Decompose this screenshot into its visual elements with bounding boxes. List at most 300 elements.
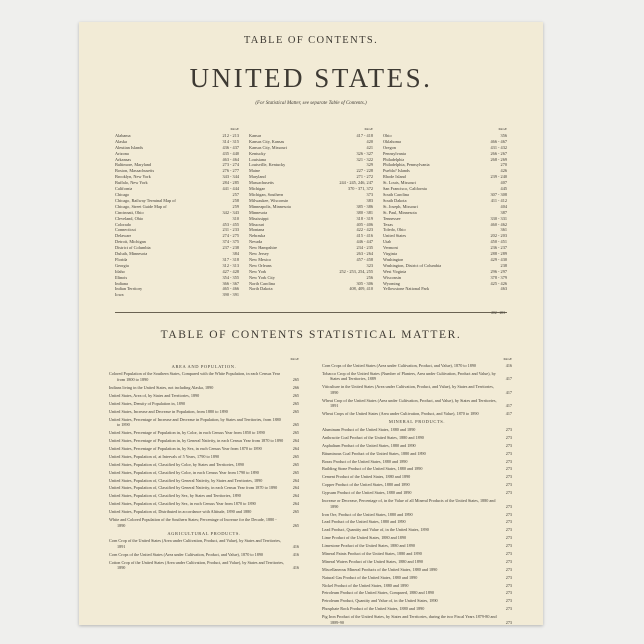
statistical-entry <box>322 371 512 382</box>
statistical-entry <box>322 427 512 433</box>
statistical-left-column <box>109 357 299 573</box>
entry-page: 417 <box>505 411 512 417</box>
statistical-right-column <box>322 357 512 625</box>
statistical-entry <box>322 435 512 441</box>
entry-name: Kansas <box>249 132 262 138</box>
page-marker: 202 - 203 <box>491 311 505 315</box>
entry-text: Bituminous Coal Product of the United States, 1880 and 1890 <box>322 450 426 456</box>
entry-page: 271 - 272 <box>356 174 373 180</box>
entry-page: 264 <box>292 438 299 444</box>
entry-page: 416 <box>292 543 299 549</box>
entry-page: 411 - 412 <box>490 197 507 203</box>
entry-name: Montana <box>249 227 265 233</box>
statistical-entry <box>109 517 299 528</box>
entry-page: 343 - 344 <box>222 174 239 180</box>
entry-name: Aleutian Islands <box>115 144 144 150</box>
entry-page: 361 <box>500 227 507 233</box>
entry-page: 453 - 455 <box>222 221 239 227</box>
entry-text: United States, Increase and Decrease in Population, from 1880 to 1890 <box>109 408 228 414</box>
statistical-entry <box>109 493 299 499</box>
entry-text: Phosphate Rock Product of the United States, 1880 and 1890 <box>322 606 425 612</box>
statistical-entry <box>322 598 512 604</box>
entry-page: 236 - 237 <box>490 245 507 251</box>
entry-page: 436 - 437 <box>222 144 239 150</box>
entry-page: 417 - 418 <box>356 132 373 138</box>
entry-page: 266 - 267 <box>490 150 507 156</box>
entry-page: 426 <box>500 168 507 174</box>
statistical-entry <box>322 590 512 596</box>
entry-text: Mineral Paints Product of the United States, 1880 and 1890 <box>322 551 422 557</box>
entry-text: Gypsum Product of the United States, 1880 and 1890 <box>322 490 412 496</box>
entry-name: Washington, District of Columbia <box>383 262 442 268</box>
entry-text: Iron Ore, Product of the United States, 1880 and 1890 <box>322 511 413 517</box>
entry-page: 276 - 277 <box>222 168 239 174</box>
entry-page: 265 <box>292 377 299 383</box>
index-list <box>383 133 507 292</box>
entry-page: 273 <box>505 511 512 517</box>
entry-text: Cotton Crop of the United States (Area under Cultivation, Product, and Value), by States and Territories, 1890 <box>109 559 285 571</box>
entry-page: 265 <box>292 522 299 528</box>
entry-page: 463 <box>500 286 507 292</box>
entry-name: Nevada <box>249 239 263 245</box>
statistical-entry <box>109 470 299 476</box>
statistical-entry <box>322 535 512 541</box>
entry-name: New Mexico <box>249 256 272 262</box>
entry-text: United States, Density of Population in, 1890 <box>109 400 186 406</box>
entry-name: Rhode Island <box>383 174 406 180</box>
entry-page: 227 - 228 <box>356 168 373 174</box>
entry-page: 273 <box>505 619 512 625</box>
entry-name: Connecticut <box>115 227 136 233</box>
statistical-entry <box>109 454 299 460</box>
entry-page: 273 <box>505 558 512 564</box>
entry-page: 421 <box>366 144 373 150</box>
entry-name: Detroit, Michigan <box>115 239 146 245</box>
entry-name: San Francisco, California <box>383 186 427 192</box>
entry-name: Mississippi <box>249 215 269 221</box>
entry-page: 264 <box>292 485 299 491</box>
entry-page: 429 - 430 <box>490 256 507 262</box>
entry-page: 312 - 313 <box>222 262 239 268</box>
entry-name: Oregon <box>383 144 396 150</box>
statistical-entry <box>109 485 299 491</box>
entry-name: Philadelphia <box>383 156 405 162</box>
entry-name: Alabama <box>115 132 131 138</box>
entry-text: United States, Area of, by States and Territories, 1890 <box>109 392 200 398</box>
entry-text: United States, Population of, Classified by Sex, in each Census Year from 1870 to 1890 <box>109 501 256 507</box>
entry-name: Milwaukee, Wisconsin <box>249 197 289 203</box>
entry-name: Philadelphia, Pennsylvania <box>383 162 430 168</box>
statistical-entry <box>109 446 299 452</box>
entry-name: Buffalo, New York <box>115 180 148 186</box>
entry-page: 266 <box>292 385 299 390</box>
page-column-heading: PAGE <box>503 357 512 361</box>
section-heading: AREA AND POPULATION. <box>171 363 237 369</box>
entry-page: 273 <box>505 527 512 533</box>
statistical-entry <box>322 519 512 525</box>
entry-name: New Hampshire <box>249 245 278 251</box>
entry-text: Building Stone Product of the United States, 1880 and 1890 <box>322 466 423 472</box>
entry-page: 466 - 467 <box>490 138 507 144</box>
entry-page: 330 - 331 <box>490 215 507 221</box>
entry-name: Vermont <box>383 245 398 251</box>
entry-name: Chicago, Railway Terminal Map of <box>115 197 176 203</box>
index-column-1 <box>115 127 239 298</box>
entry-text: White and Colored Population of the Southern States; Percentage of Increase for the Decade, 1880 - 1890 <box>109 516 277 528</box>
statistical-list <box>322 363 512 625</box>
entry-page: 256 <box>366 274 373 280</box>
entry-page: 237 - 238 <box>222 245 239 251</box>
entry-page: 273 <box>505 434 512 440</box>
entry-name: Brooklyn, New York <box>115 174 151 180</box>
entry-page: 231 - 233 <box>222 227 239 233</box>
toc-heading: TABLE OF CONTENTS. <box>243 35 379 46</box>
statistical-entry <box>322 490 512 496</box>
entry-page: 422 - 423 <box>356 227 373 233</box>
entry-page: 265 <box>292 453 299 459</box>
entry-page: 258 <box>232 197 239 203</box>
entry-page: 417 <box>505 376 512 382</box>
entry-name: Minnesota <box>249 209 268 215</box>
entry-page: 417 <box>505 403 512 409</box>
entry-name: New Jersey <box>249 251 269 257</box>
entry-page: 366 - 367 <box>222 280 239 286</box>
entry-text: United States, Population of, Classified by General Nativity, by States and Territories, 1890 <box>109 477 263 483</box>
entry-page: 265 <box>292 430 299 436</box>
entry-page: 441 - 444 <box>222 186 239 192</box>
entry-name: Utah <box>383 239 392 245</box>
entry-page: 265 <box>292 392 299 398</box>
entry-page: 264 <box>292 445 299 451</box>
entry-page: 257 <box>232 191 239 197</box>
entry-page: 416 <box>292 551 299 557</box>
entry-name: Pennsylvania <box>383 150 406 156</box>
entry-name: Chicago <box>115 191 130 197</box>
entry-name: Iowa <box>115 292 124 298</box>
entry-name: Idaho <box>115 268 125 274</box>
entry-name: Kansas City, Missouri <box>249 144 288 150</box>
entry-page: 383 <box>366 197 373 203</box>
entry-text: Natural Gas Product of the United States, 1880 and 1890 <box>322 574 418 580</box>
entry-page: 420 <box>366 138 373 144</box>
statistical-entry <box>322 527 512 533</box>
entry-page: 273 <box>505 503 512 509</box>
entry-name: Maine <box>249 168 260 174</box>
entry-page: 326 - 327 <box>356 150 373 156</box>
entry-page: 435 - 440 <box>222 150 239 156</box>
entry-page: 273 <box>505 543 512 549</box>
subtitle-note: (For Statistical Matter, see separate Table of Contents.) <box>255 101 367 106</box>
entry-name: Boston, Massachusetts <box>115 168 155 174</box>
statistical-entry <box>322 459 512 465</box>
entry-name: Kansas City, Kansas <box>249 138 285 144</box>
entry-name: Indian Territory <box>115 286 143 292</box>
entry-name: Illinois <box>115 274 128 280</box>
entry-page: 273 <box>505 566 512 572</box>
statistical-title: TABLE OF CONTENTS STATISTICAL MATTER. <box>160 329 462 341</box>
entry-text: Increase or Decrease, Percentage of, in the Value of all Mineral Products of the United States, 1880 and 1890 <box>322 497 496 509</box>
entry-page: 407 <box>500 180 507 186</box>
entry-name: Duluth, Minnesota <box>115 251 148 257</box>
entry-page: 385 - 386 <box>356 203 373 209</box>
statistical-entry <box>322 614 512 625</box>
entry-page: 265 <box>292 461 299 467</box>
entry-page: 265 <box>292 408 299 414</box>
entry-page: 273 <box>505 606 512 612</box>
entry-page: 305 - 306 <box>356 280 373 286</box>
divider-rule <box>115 312 507 313</box>
statistical-entry <box>322 474 512 480</box>
entry-page: 450 - 451 <box>490 239 507 245</box>
entry-name: Texas <box>383 221 393 227</box>
entry-text: Corn Crops of the United States (Area under Cultivation, Product, and Value), 1870 to 1890 <box>109 551 264 557</box>
entry-name: Minneapolis, Minnesota <box>249 203 291 209</box>
statistical-list <box>109 364 299 571</box>
entry-name: Ohio <box>383 132 392 138</box>
entry-page: 356 <box>500 132 507 138</box>
entry-page: 323 <box>366 262 373 268</box>
entry-page: 463 - 464 <box>222 156 239 162</box>
entry-page: 457 - 458 <box>356 256 373 262</box>
statistical-entry <box>109 438 299 444</box>
entry-text: Wheat Crop of the United States (Area under Cultivation, Product, and Value), by States and Territories, 1891 <box>322 397 497 409</box>
entry-text: Lead Product of the United States, 1880 and 1890 <box>322 519 406 525</box>
entry-page: 238 <box>500 262 507 268</box>
entry-page: 264 <box>292 477 299 483</box>
statistical-entry <box>322 551 512 557</box>
entry-text: Corn Crop of the United States (Area under Cultivation, Product, and Value), by States and Territories, 1891 <box>109 538 282 549</box>
entry-page: 263 - 264 <box>356 251 373 257</box>
entry-name: New Orleans <box>249 262 272 268</box>
entry-name: Nebraska <box>249 233 266 239</box>
entry-name: Louisiana <box>249 156 266 162</box>
entry-page: 374 - 375 <box>222 239 239 245</box>
statistical-entry <box>322 411 512 417</box>
entry-page: 307 - 308 <box>490 191 507 197</box>
entry-page: 252 - 253, 254, 255 <box>339 268 373 274</box>
entry-page: 264 <box>292 493 299 499</box>
entry-name: West Virginia <box>383 268 407 274</box>
entry-name: Colorado <box>115 221 131 227</box>
statistical-entry <box>322 498 512 509</box>
entry-name: Florida <box>115 256 128 262</box>
entry-text: United States, Percentage of Population in, by Color, in each Census Year from 1850 to 1890 <box>109 430 265 436</box>
entry-text: United States, Population of, Classified by Color, by States and Territories, 1890 <box>109 461 244 467</box>
entry-text: United States, Percentage of Increase and Decrease in Population, by States and Territories, from 1880 to 1890 <box>109 416 281 428</box>
statistical-entry <box>109 417 299 428</box>
entry-text: Aluminum Product of the United States, 1880 and 1890 <box>322 426 416 432</box>
entry-text: Asphaltum Product of the United States, 1880 and 1890 <box>322 442 416 448</box>
page-column-heading: PAGE <box>230 127 239 131</box>
statistical-entry <box>109 409 299 415</box>
statistical-entry <box>322 606 512 612</box>
entry-page: 431 - 432 <box>490 144 507 150</box>
entry-name: Delaware <box>115 233 132 239</box>
entry-name: Missouri <box>249 221 265 227</box>
entry-name: Cincinnati, Ohio <box>115 209 144 215</box>
page-column-heading: PAGE <box>290 357 299 361</box>
entry-text: Cement Product of the United States, 1880 and 1890 <box>322 474 411 480</box>
entry-page: 284 - 285 <box>222 180 239 186</box>
section-heading: MINERAL PRODUCTS. <box>388 419 446 425</box>
entry-name: Massachusetts <box>249 180 274 186</box>
poster-page <box>79 22 543 625</box>
entry-page: 273 <box>505 574 512 580</box>
index-column-2 <box>249 127 373 292</box>
entry-page: 329 <box>366 162 373 168</box>
entry-text: United States, Population of, Distributed in accordance with Altitude, 1890 and 1880 <box>109 509 252 515</box>
entry-page: 405 - 406 <box>356 221 373 227</box>
entry-name: St. Joseph, Missouri <box>383 203 418 209</box>
entry-text: United States, Population of, Classified by General Nativity, in each Census Year from 1870 to 1890 <box>109 485 278 491</box>
entry-name: Oklahoma <box>383 138 401 144</box>
entry-page: 404 <box>500 203 507 209</box>
entry-page: 273 <box>505 535 512 541</box>
statistical-entry <box>322 384 512 395</box>
statistical-entry <box>109 478 299 484</box>
entry-text: Viticulture in the United States (Area under Cultivation, Product, and Value), by States and Territories, 1890 <box>322 384 494 395</box>
entry-name: Indiana <box>115 280 128 286</box>
statistical-entry <box>322 583 512 589</box>
statistical-entry <box>322 543 512 549</box>
entry-text: United States, Percentage of Population in, by Sex, in each Census Year from 1870 to 1890 <box>109 445 262 451</box>
entry-name: Puebla? Islands <box>383 168 410 174</box>
entry-text: Anthracite Coal Product of the United States, 1880 and 1890 <box>322 434 424 440</box>
entry-name: Arizona <box>115 150 129 156</box>
entry-page: 273 <box>505 482 512 488</box>
page-column-heading: PAGE <box>364 127 373 131</box>
entry-page: 427 - 428 <box>222 268 239 274</box>
entry-text: United States, Population of, Classified by Color, in each Census Year from 1790 to 1890 <box>109 469 259 475</box>
statistical-entry <box>109 393 299 399</box>
entry-page: 288 - 289 <box>490 251 507 257</box>
entry-name: California <box>115 186 133 192</box>
entry-name: Maryland <box>249 174 266 180</box>
entry-page: 321 - 322 <box>356 156 373 162</box>
entry-name: Michigan, Southern <box>249 191 284 197</box>
entry-name: Louisville, Kentucky <box>249 162 286 168</box>
entry-page: 270 <box>500 162 507 168</box>
entry-page: 273 <box>505 582 512 588</box>
entry-text: Copper Product of the United States, 1880 and 1890 <box>322 482 410 488</box>
entry-name: South Carolina <box>383 191 409 197</box>
entry-name: St. Paul, Minnesota <box>383 209 417 215</box>
entry-name: Cleveland, Ohio <box>115 215 144 221</box>
entry-page: 408, 409, 410 <box>349 286 373 292</box>
entry-text: Borax Product of the United States, 1880 and 1890 <box>322 458 408 464</box>
entry-page: 212 - 213 <box>222 132 239 138</box>
entry-page: 417 <box>505 389 512 395</box>
entry-text: Nickel Product of the United States, 1880 and 1890 <box>322 582 409 588</box>
entry-text: Mineral Waters Product of the United States, 1880 and 1890 <box>322 558 423 564</box>
entry-page: 354 - 355 <box>222 274 239 280</box>
entry-name: Yellowstone National Park <box>383 286 430 292</box>
statistical-entry <box>322 443 512 449</box>
statistical-entry <box>322 559 512 565</box>
statistical-entry <box>109 401 299 407</box>
index-column-3 <box>383 127 507 292</box>
entry-page: 446 - 447 <box>356 239 373 245</box>
entry-name: St. Louis, Missouri <box>383 180 416 186</box>
entry-name: Tennessee <box>383 215 401 221</box>
section-heading: AGRICULTURAL PRODUCTS. <box>167 530 241 536</box>
entry-name: Arkansas <box>115 156 131 162</box>
entry-text: Indians living in the United States, not including Alaska, 1890 <box>109 385 214 390</box>
entry-name: Baltimore, Maryland <box>115 162 152 168</box>
entry-page: 370 - 371, 372 <box>347 186 373 192</box>
statistical-entry <box>109 385 299 391</box>
statistical-entry <box>109 430 299 436</box>
entry-page: 310 <box>232 215 239 221</box>
entry-page: 415 - 416 <box>356 233 373 239</box>
entry-page: 317 - 318 <box>222 256 239 262</box>
entry-name: South Dakota <box>383 197 407 203</box>
statistical-entry <box>322 363 512 369</box>
entry-page: 465 - 466 <box>222 286 239 292</box>
entry-text: United States, Population of, at Intervals of 5 Years, 1790 to 1890 <box>109 453 220 459</box>
entry-name: Wyoming <box>383 280 400 286</box>
entry-page: 445 <box>500 186 507 192</box>
entry-page: 318 - 319 <box>356 215 373 221</box>
entry-name: New York City <box>249 274 275 280</box>
statistical-entry <box>109 509 299 515</box>
statistical-entry <box>109 552 299 558</box>
index-entry <box>115 292 239 298</box>
entry-page: 273 - 274 <box>222 162 239 168</box>
entry-text: Tobacco Crop of the United States (Number of Planters, Area under Cultivation, Product and Value), by States and Territories, 1889 <box>322 370 496 382</box>
statistical-entry <box>322 451 512 457</box>
statistical-entry <box>109 462 299 468</box>
entry-page: 234 - 235 <box>356 245 373 251</box>
entry-page: 273 <box>505 442 512 448</box>
entry-text: Pig Iron Product of the United States, by States and Territories, during the two Fiscal Years 1879-80 and 1889-90 <box>322 614 497 625</box>
entry-page: 273 <box>505 466 512 472</box>
statistical-entry <box>322 567 512 573</box>
entry-page: 273 <box>505 458 512 464</box>
entry-page: 239 - 240 <box>490 174 507 180</box>
entry-name: District of Columbia <box>115 245 151 251</box>
entry-text: Petroleum Product of the United States, Compared, 1880 and 1890 <box>322 590 434 596</box>
entry-page: 384 <box>232 251 239 257</box>
entry-name: Kentucky <box>249 150 266 156</box>
entry-page: 273 <box>505 490 512 496</box>
entry-page: 460 - 462 <box>490 221 507 227</box>
entry-page: 265 <box>292 400 299 406</box>
entry-text: Limestone Product of the United States, 1880 and 1890 <box>322 543 415 549</box>
entry-page: 273 <box>505 450 512 456</box>
entry-page: 342 - 343 <box>222 209 239 215</box>
entry-page: 378 - 379 <box>490 274 507 280</box>
entry-page: 416 <box>292 565 299 571</box>
statistical-entry <box>322 398 512 409</box>
index-entry <box>383 286 507 292</box>
entry-text: Miscellaneous Mineral Products of the United States, 1880 and 1890 <box>322 566 438 572</box>
entry-name: United States <box>383 233 407 239</box>
entry-name: Toledo, Ohio <box>383 227 406 233</box>
entry-text: Lead Product, Quantity and Value of, in the United States, 1890 <box>322 527 429 533</box>
entry-page: 268 - 269 <box>490 156 507 162</box>
entry-name: Virginia <box>383 251 397 257</box>
statistical-entry <box>109 501 299 507</box>
index-list <box>249 133 373 292</box>
statistical-entry <box>322 482 512 488</box>
entry-text: Lime Product of the United States, 1880 and 1890 <box>322 535 407 541</box>
entry-page: 202 - 203 <box>490 233 507 239</box>
entry-text: Petroleum Product, Quantity and Value of, in the United States, 1890 <box>322 598 438 604</box>
entry-page: 273 <box>505 519 512 525</box>
entry-page: 273 <box>505 598 512 604</box>
entry-page: 265 <box>292 422 299 428</box>
